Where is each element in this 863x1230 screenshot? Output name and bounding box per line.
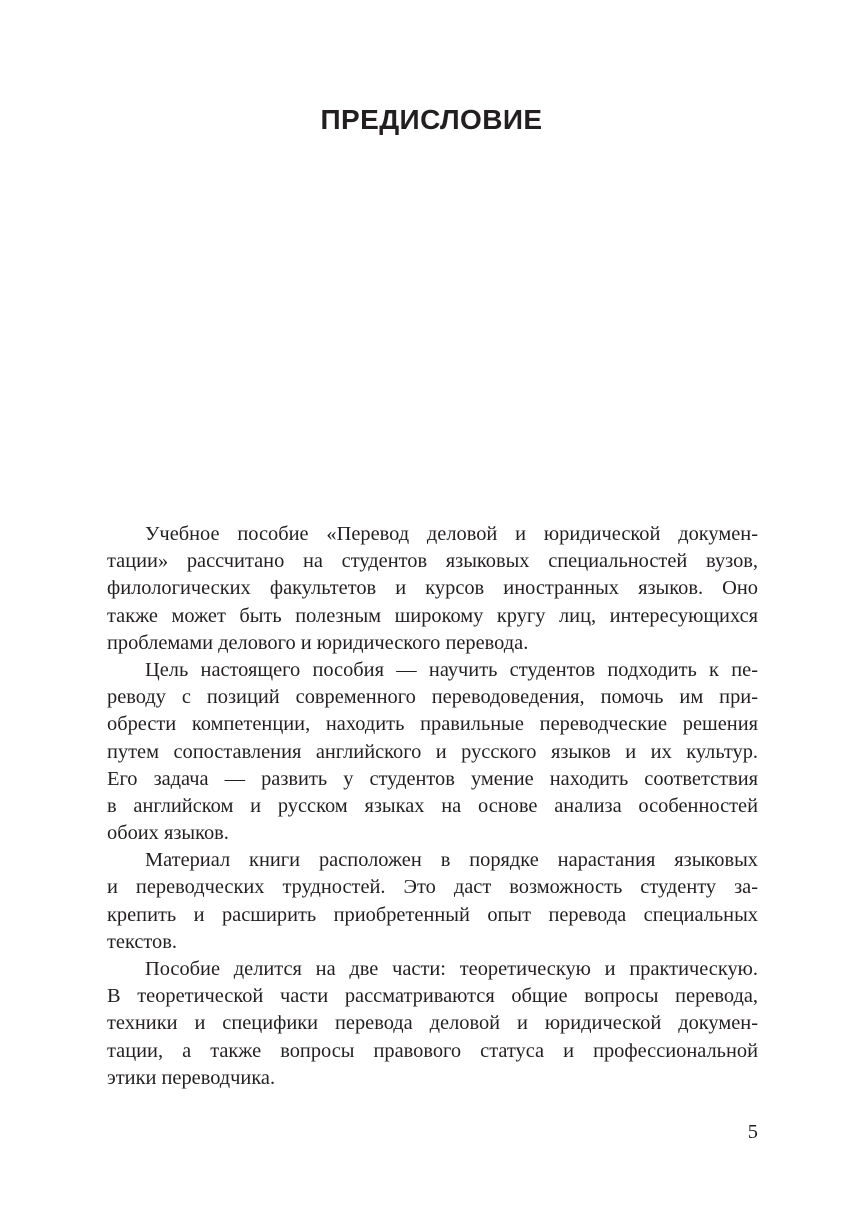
text-line: реводу с позиций современного переводоведения, помочь им при-: [107, 686, 758, 709]
paragraph-1: [107, 521, 758, 657]
text-line: техники и специфики перевода деловой и юридической докумен-: [107, 1012, 758, 1035]
text-line: обрести компетенции, находить правильные переводческие решения: [107, 713, 758, 736]
text-line: Его задача — развить у студентов умение находить соответствия: [107, 767, 758, 790]
page-number: 5: [747, 1121, 758, 1143]
text-line: тации, а также вопросы правового статуса и профессиональной: [107, 1039, 758, 1062]
text-line: тации» рассчитано на студентов языковых специальностей вузов,: [107, 550, 758, 573]
text-line: текстов.: [107, 930, 177, 953]
preface-body: [107, 521, 758, 1092]
text-line: в английском и русском языках на основе анализа особенностей: [107, 794, 758, 817]
text-line: Цель настоящего пособия — научить студентов подходить к пе-: [145, 658, 758, 681]
text-line: крепить и расширить приобретенный опыт перевода специальных: [107, 903, 758, 926]
text-line: и переводческих трудностей. Это даст возможность студенту за-: [107, 876, 758, 899]
text-line: В теоретической части рассматриваются общие вопросы перевода,: [107, 985, 758, 1008]
text-line: путем сопоставления английского и русского языков и их культур.: [107, 740, 758, 763]
text-line: филологических факультетов и курсов иностранных языков. Оно: [107, 577, 758, 600]
text-line: обоих языков.: [107, 822, 229, 845]
page-title: ПРЕДИСЛОВИЕ: [320, 104, 543, 135]
text-line: Материал книги расположен в порядке нарастания языковых: [145, 849, 758, 872]
paragraph-2: [107, 657, 758, 847]
text-line: этики переводчика.: [107, 1066, 276, 1089]
paragraph-4: [107, 956, 758, 1092]
text-line: проблемами делового и юридического перевода.: [107, 631, 529, 654]
text-line: Пособие делится на две части: теоретическую и практическую.: [145, 958, 758, 980]
text-line: Учебное пособие «Перевод деловой и юридической докумен-: [145, 523, 758, 545]
text-line: также может быть полезным широкому кругу лиц, интересующихся: [107, 604, 758, 627]
paragraph-3: [107, 847, 758, 956]
